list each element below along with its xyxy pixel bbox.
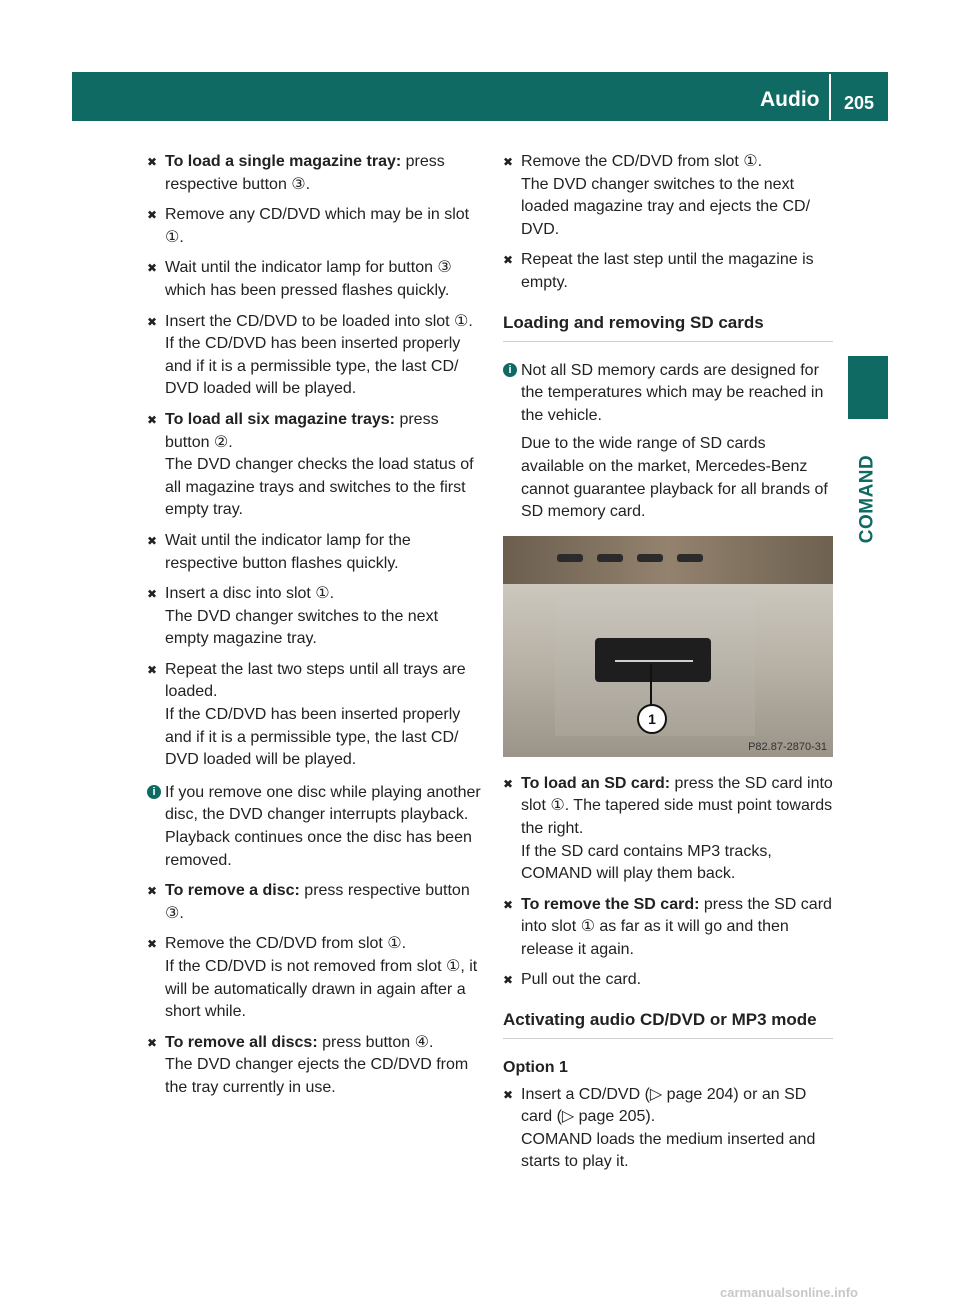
step-result: The DVD changer switches to the next empty magazine tray.	[165, 607, 439, 648]
footer-watermark: carmanualsonline.info	[720, 1285, 858, 1300]
section-heading: Activating audio CD/DVD or MP3 mode	[503, 1008, 833, 1039]
step-arrow-icon: ✖	[503, 776, 514, 791]
header-divider	[829, 74, 831, 120]
right-column	[503, 151, 833, 1182]
step-arrow-icon: ✖	[147, 884, 158, 899]
control-button	[637, 554, 663, 562]
step-arrow-icon: ✖	[147, 314, 158, 329]
step-arrow-icon: ✖	[503, 973, 514, 988]
step-result: If the SD card contains MP3 tracks, COMAND will play them back.	[521, 842, 772, 883]
step-item: ✖ To remove the SD card: press the SD card into slot ① as far as it will go and then release it again.	[503, 895, 832, 958]
step-item: ✖ Insert a disc into slot ①. The DVD changer switches to the next empty magazine tray.	[147, 585, 439, 648]
step-arrow-icon: ✖	[503, 253, 514, 268]
step-arrow-icon: ✖	[147, 662, 158, 677]
step-result: The DVD changer checks the load status of all magazine trays and switches to the first empty tray.	[165, 456, 474, 519]
step-item: ✖ To load a single magazine tray: press respective button ③.	[147, 153, 445, 193]
step-item: ✖ Repeat the last step until the magazine is empty.	[503, 251, 814, 291]
step-arrow-icon: ✖	[147, 937, 158, 952]
section-title: Audio	[760, 88, 820, 111]
step-item: ✖ Wait until the indicator lamp for the respective button flashes quickly.	[147, 531, 411, 572]
step-arrow-icon: ✖	[147, 587, 158, 602]
step-item: ✖ Remove the CD/DVD from slot ①. The DVD changer switches to the next loaded magazine tray and ejects the CD/ DVD.	[503, 153, 811, 238]
callout-leader-line	[650, 664, 652, 706]
info-note: i If you remove one disc while playing another disc, the DVD changer interrupts playback. Playback continues once the disc has been removed.	[147, 782, 482, 872]
step-arrow-icon: ✖	[147, 412, 158, 427]
step-arrow-icon: ✖	[503, 1087, 514, 1102]
callout-number: 1	[637, 704, 667, 734]
control-button	[557, 554, 583, 562]
step-result: The DVD changer ejects the CD/DVD from the tray currently in use.	[165, 1056, 469, 1096]
step-item: ✖ To load an SD card: press the SD card into slot ①. The tapered side must point towards the right. If the SD card contains MP3 tracks, COMAND will play them back.	[503, 774, 833, 883]
info-icon: i	[147, 785, 161, 799]
info-note: i Not all SD memory cards are designed for the temperatures which may be reached in the vehicle. Due to the wide range of SD cards available on the market, Mercedes-Benz cannot guarantee playback for all brands of SD memory card.	[503, 360, 833, 524]
step-item: ✖ To remove a disc: press respective button ③.	[147, 882, 470, 922]
step-result: COMAND loads the medium inserted and starts to play it.	[521, 1130, 816, 1171]
chapter-tab	[848, 356, 888, 419]
control-button	[597, 554, 623, 562]
step-item: ✖ Insert the CD/DVD to be loaded into slot ①. If the CD/DVD has been inserted properly and if it is a permissible type, the last CD/ DVD loaded will be played.	[147, 312, 473, 398]
step-item: ✖ To remove all discs: press button ④. The DVD changer ejects the CD/DVD from the tray currently in use.	[147, 1033, 469, 1096]
step-item: ✖ Wait until the indicator lamp for button ③ which has been pressed flashes quickly.	[147, 259, 452, 299]
sd-slot-photo	[503, 536, 833, 757]
left-column	[147, 151, 482, 1108]
dashboard-trim	[503, 536, 833, 584]
step-item: ✖ Insert a CD/DVD (▷ page 204) or an SD card (▷ page 205). COMAND loads the medium inserted and starts to play it.	[503, 1085, 816, 1171]
step-arrow-icon: ✖	[503, 155, 514, 169]
step-item: ✖ Remove the CD/DVD from slot ①. If the CD/DVD is not removed from slot ①, it will be automatically drawn in again after a short while.	[147, 935, 478, 1021]
step-item: ✖ To load all six magazine trays: press button ②. The DVD changer checks the load status of all magazine trays and switches to the first empty tray.	[147, 410, 474, 519]
step-arrow-icon: ✖	[147, 533, 158, 548]
slot-opening	[615, 660, 693, 662]
step-result: If the CD/DVD has been inserted properly and if it is a permissible type, the last CD/ DVD loaded will be played.	[165, 706, 461, 769]
section-heading: Loading and removing SD cards	[503, 311, 833, 342]
step-item: ✖ Pull out the card.	[503, 969, 833, 992]
step-item: ✖ Remove any CD/DVD which may be in slot ①.	[147, 206, 470, 246]
info-icon: i	[503, 363, 517, 377]
step-arrow-icon: ✖	[147, 155, 158, 169]
step-item: ✖ Repeat the last two steps until all trays are loaded. If the CD/DVD has been inserted properly and if it is a permissible type, the last CD/ DVD loaded will be played.	[147, 660, 466, 769]
step-arrow-icon: ✖	[147, 208, 158, 223]
step-result: The DVD changer switches to the next loaded magazine tray and ejects the CD/ DVD.	[521, 175, 811, 238]
chapter-label: COMAND	[856, 454, 878, 544]
step-result: If the CD/DVD has been inserted properly and if it is a permissible type, the last CD/ DVD loaded will be played.	[165, 335, 461, 398]
step-arrow-icon: ✖	[147, 261, 158, 276]
option-heading: Option 1	[503, 1059, 568, 1077]
step-arrow-icon: ✖	[503, 897, 514, 912]
figure-reference: P82.87-2870-31	[748, 740, 827, 753]
page-number: 205	[844, 93, 875, 113]
step-result: If the CD/DVD is not removed from slot ①, it will be automatically drawn in again after a short while.	[165, 958, 478, 1021]
control-button	[677, 554, 703, 562]
step-arrow-icon: ✖	[147, 1035, 158, 1050]
